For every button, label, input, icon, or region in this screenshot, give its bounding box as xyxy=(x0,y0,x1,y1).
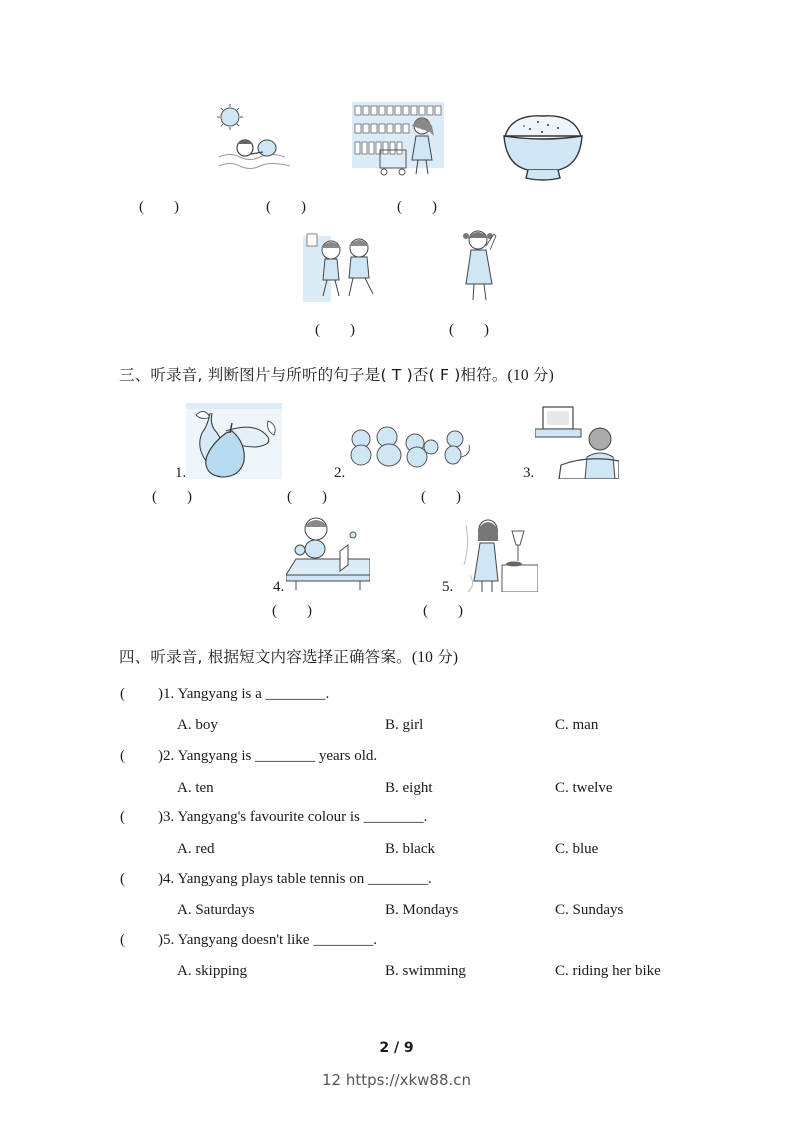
section-4-score: (10 分) xyxy=(411,649,459,666)
option-a[interactable]: A. Saturdays xyxy=(177,902,255,918)
answer-paren-open[interactable]: ( xyxy=(120,932,125,948)
question-text: )3. Yangyang's favourite colour is ________. xyxy=(158,809,428,825)
section-3-heading xyxy=(119,363,554,385)
option-c[interactable]: C. Sundays xyxy=(555,902,624,918)
answer-paren[interactable]: ( ) xyxy=(152,489,192,505)
option-c[interactable]: C. twelve xyxy=(555,780,613,796)
answer-paren-open[interactable]: ( xyxy=(120,686,125,702)
option-b[interactable]: B. eight xyxy=(385,780,433,796)
monkeys-picture xyxy=(347,423,475,471)
section-3-score: (10 分) xyxy=(507,367,554,384)
question-text: )2. Yangyang is ________ years old. xyxy=(158,748,378,764)
answer-paren[interactable]: ( ) xyxy=(272,603,312,619)
answer-paren[interactable]: ( ) xyxy=(449,322,489,338)
question-text: )1. Yangyang is a ________. xyxy=(158,686,330,702)
option-b[interactable]: B. swimming xyxy=(385,963,466,979)
option-c[interactable]: C. man xyxy=(555,717,599,733)
item-number: 2. xyxy=(334,465,346,481)
option-a[interactable]: A. skipping xyxy=(177,963,248,979)
answer-paren[interactable]: ( ) xyxy=(397,199,437,215)
option-c[interactable]: C. blue xyxy=(555,841,599,857)
boy-swimming-picture xyxy=(215,102,295,180)
answer-paren[interactable]: ( ) xyxy=(287,489,327,505)
option-a[interactable]: A. red xyxy=(177,841,215,857)
answer-paren-open[interactable]: ( xyxy=(120,748,125,764)
man-watching-tv-picture xyxy=(535,403,619,479)
rice-bowl-picture xyxy=(502,110,584,182)
question-text: )4. Yangyang plays table tennis on ________. xyxy=(158,871,432,887)
answer-paren[interactable]: ( ) xyxy=(139,199,179,215)
option-b[interactable]: B. girl xyxy=(385,717,424,733)
girl-on-phone-picture xyxy=(462,515,538,592)
page-number: 2 / 9 xyxy=(379,1040,414,1056)
item-number: 5. xyxy=(442,579,454,595)
source-url: 12 https://xkw88.cn xyxy=(321,1071,472,1089)
section-4-heading xyxy=(119,645,458,667)
item-number: 3. xyxy=(523,465,535,481)
answer-paren[interactable]: ( ) xyxy=(315,322,355,338)
item-number: 1. xyxy=(175,465,187,481)
section-4-heading-text: 四、听录音, 根据短文内容选择正确答案。 xyxy=(119,648,412,666)
option-a[interactable]: A. boy xyxy=(177,717,218,733)
section-3-heading-text: 三、听录音, 判断图片与所听的句子是( T )否( F )相符。 xyxy=(119,366,508,384)
answer-paren-open[interactable]: ( xyxy=(120,809,125,825)
answer-paren[interactable]: ( ) xyxy=(421,489,461,505)
pears-picture xyxy=(186,403,282,479)
girl-shopping-picture xyxy=(352,102,444,178)
option-a[interactable]: A. ten xyxy=(177,780,214,796)
answer-paren[interactable]: ( ) xyxy=(423,603,463,619)
item-number: 4. xyxy=(273,579,285,595)
answer-paren[interactable]: ( ) xyxy=(266,199,306,215)
girl-waving-picture xyxy=(458,226,503,304)
option-c[interactable]: C. riding her bike xyxy=(555,963,661,979)
question-text: )5. Yangyang doesn't like ________. xyxy=(158,932,377,948)
boy-playing-table-tennis-picture xyxy=(286,515,370,590)
answer-paren-open[interactable]: ( xyxy=(120,871,125,887)
option-b[interactable]: B. Mondays xyxy=(385,902,459,918)
option-b[interactable]: B. black xyxy=(385,841,435,857)
children-walking-to-school-picture xyxy=(303,228,383,302)
